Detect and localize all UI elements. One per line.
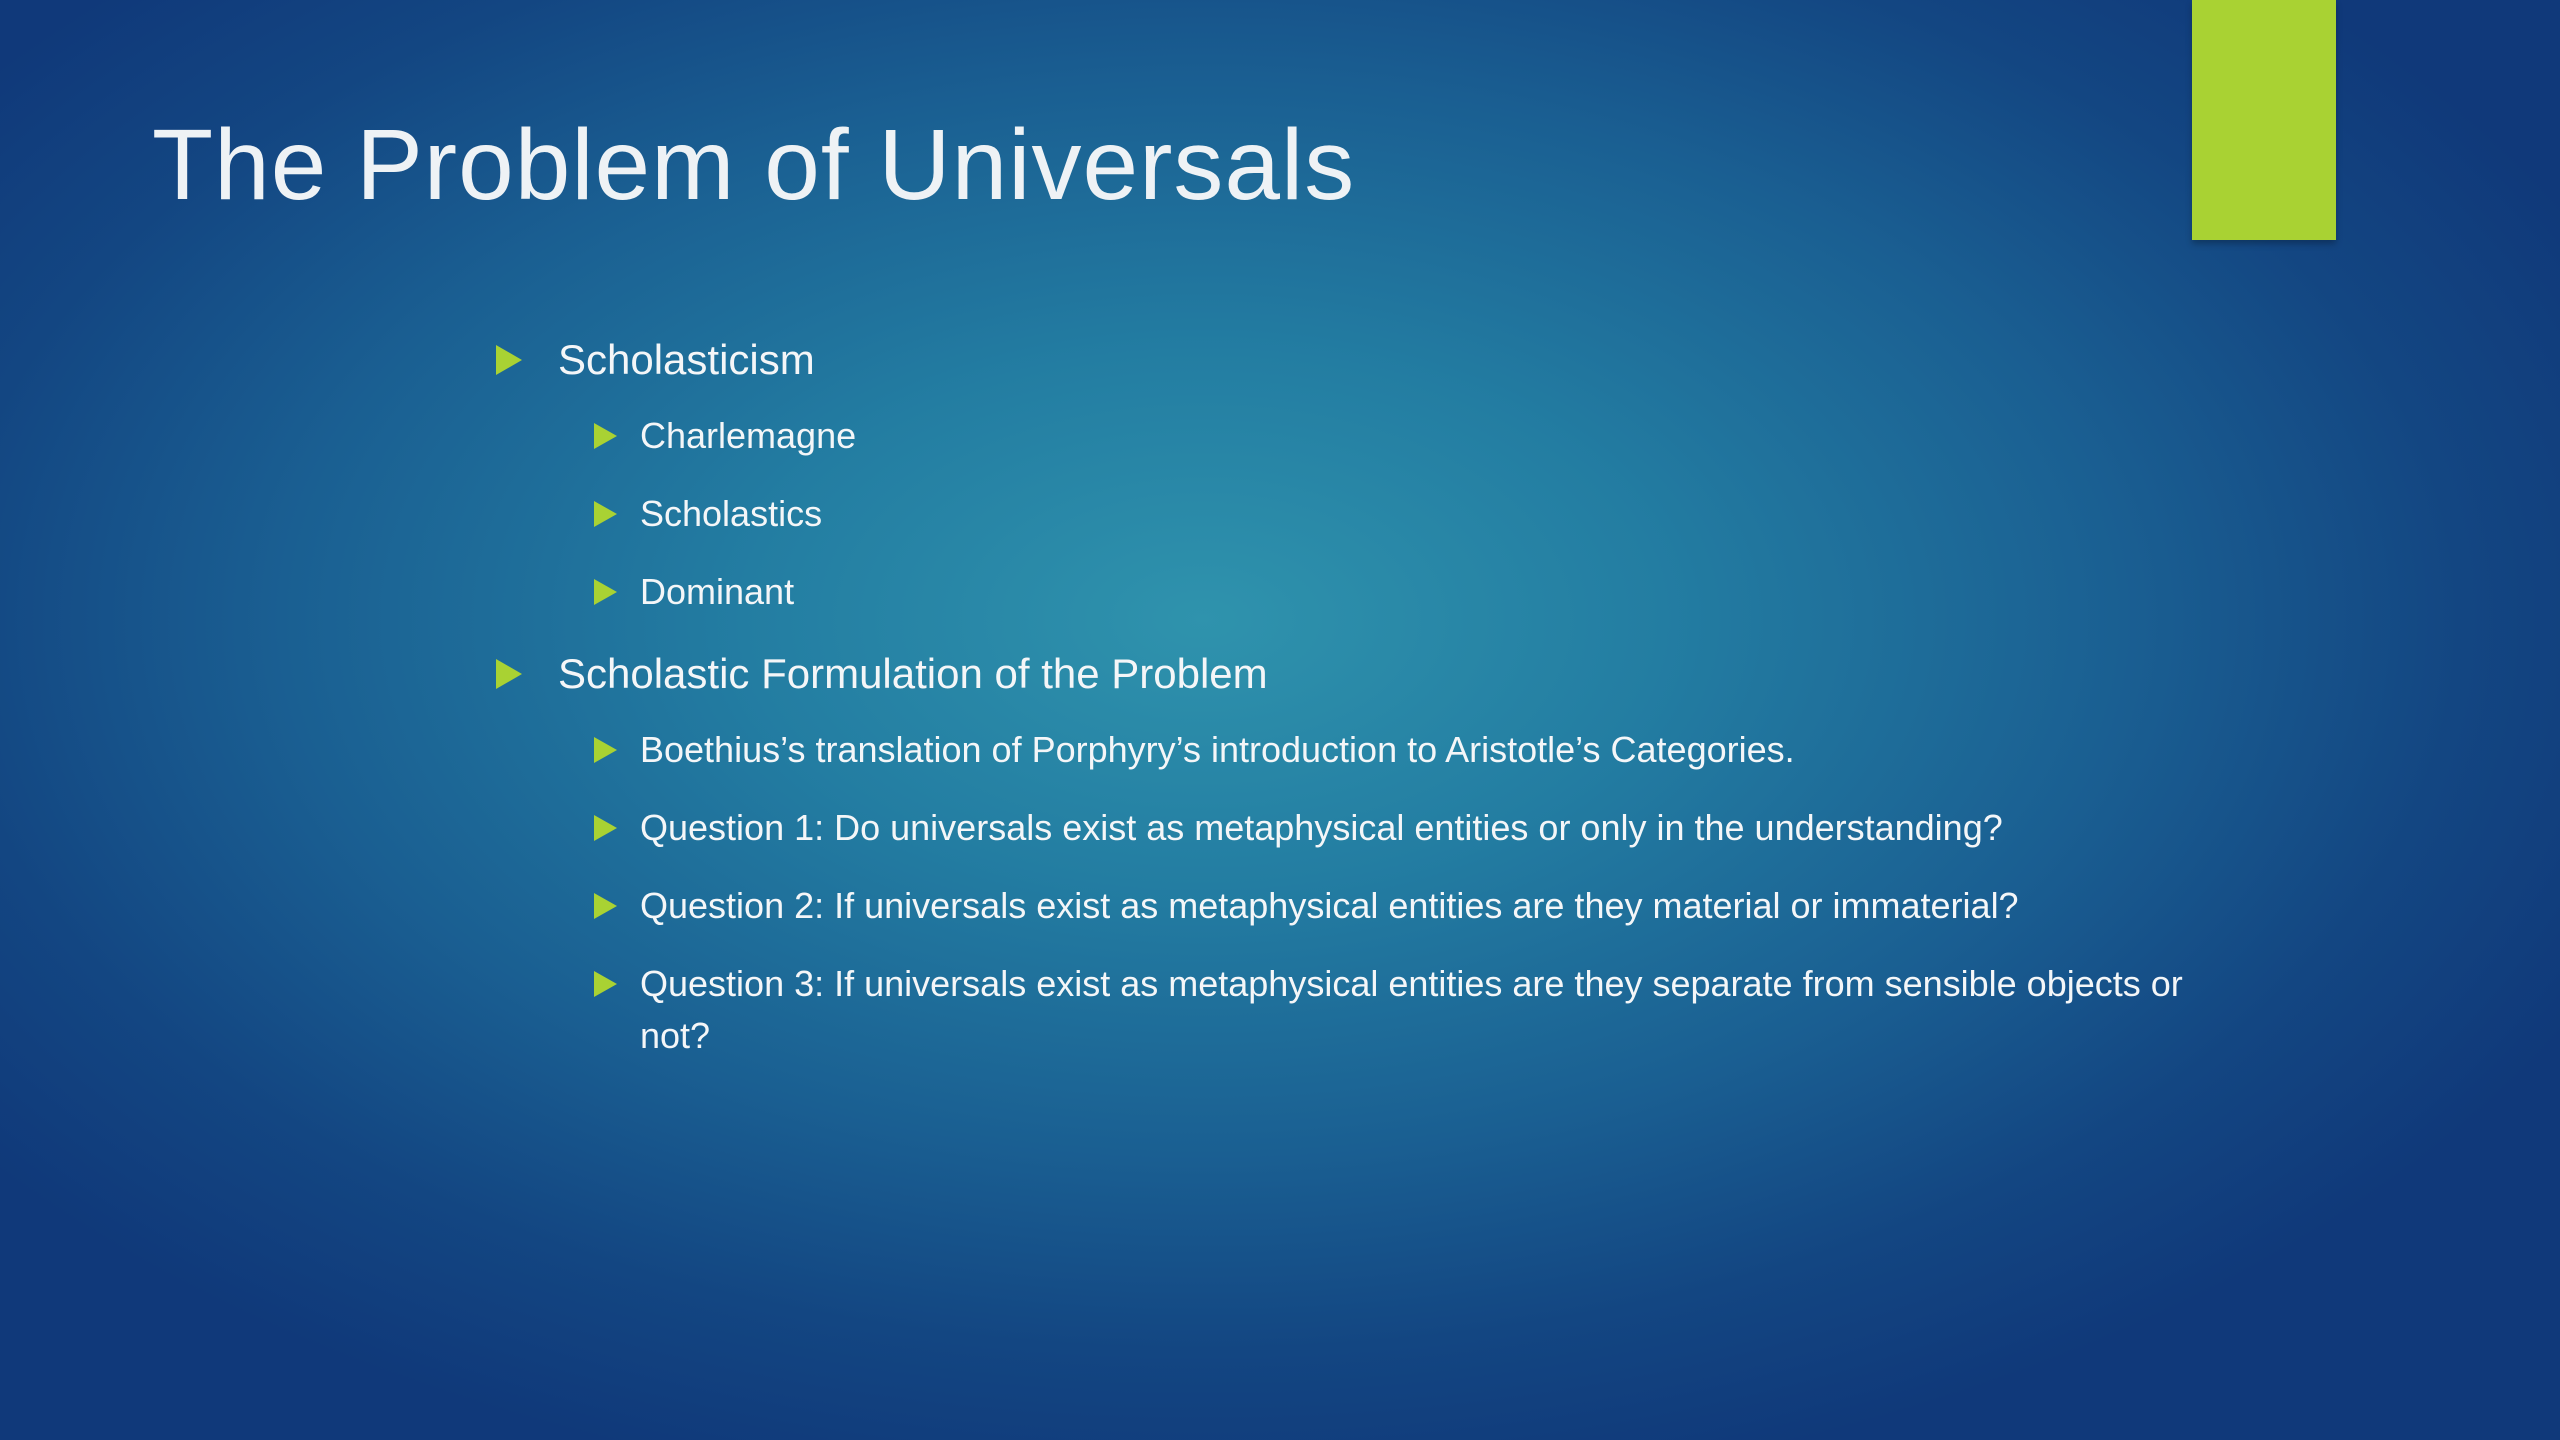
triangle-right-icon (594, 579, 617, 605)
sub-bullet-item (594, 880, 2196, 932)
sub-bullet-item (594, 566, 2196, 618)
triangle-right-icon (594, 893, 617, 919)
sub-bullet-text: Question 1: Do universals exist as metaphysical entities or only in the understanding? (640, 807, 2003, 848)
bullet-text: Scholastic Formulation of the Problem (558, 650, 1268, 697)
sub-bullet-text: Dominant (640, 571, 795, 612)
sub-bullet-item (594, 724, 2196, 776)
sub-bullet-text: Boethius’s translation of Porphyry’s introduction to Aristotle’s Categories. (640, 729, 1795, 770)
bullet-text: Scholasticism (558, 336, 815, 383)
bullet-item (496, 330, 2196, 390)
triangle-right-icon (594, 423, 617, 449)
sub-bullet-text: Charlemagne (640, 415, 857, 456)
sub-bullet-item (594, 958, 2196, 1062)
slide-title: The Problem of Universals (152, 109, 1356, 221)
triangle-right-icon (496, 345, 522, 375)
triangle-right-icon (594, 971, 617, 997)
triangle-right-icon (496, 659, 522, 689)
sub-bullet-text: Scholastics (640, 493, 823, 534)
triangle-right-icon (594, 737, 617, 763)
sub-bullet-text: Question 3: If universals exist as metaphysical entities are they separate from sensible objects or not? (640, 963, 2183, 1056)
sub-bullet-text: Question 2: If universals exist as metaphysical entities are they material or immaterial? (640, 885, 2019, 926)
triangle-right-icon (594, 501, 617, 527)
triangle-right-icon (594, 815, 617, 841)
bullet-item (496, 644, 2196, 704)
sub-bullet-item (594, 410, 2196, 462)
accent-bar (2192, 0, 2336, 240)
sub-bullet-item (594, 488, 2196, 540)
bullet-list (496, 330, 2196, 1088)
sub-bullet-item (594, 802, 2196, 854)
